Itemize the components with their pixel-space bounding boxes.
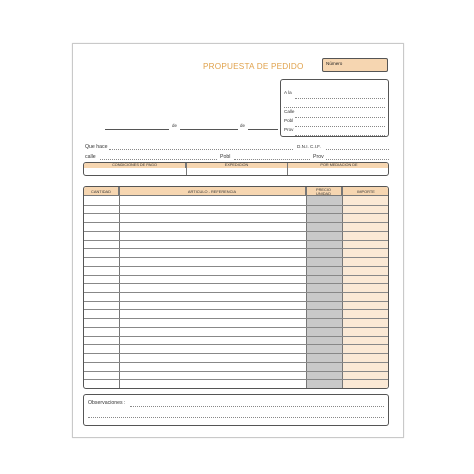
- conditions-box: [83, 162, 389, 176]
- pobl-label: Pobl: [220, 154, 231, 160]
- column-divider: [342, 187, 343, 388]
- table-row[interactable]: [84, 336, 388, 337]
- date-de-2: de: [240, 123, 245, 128]
- cantidad-header: CANTIDAD: [84, 187, 119, 196]
- table-row[interactable]: [84, 362, 388, 363]
- observaciones-box: [83, 394, 389, 426]
- column-divider: [306, 187, 307, 388]
- order-form-sheet: [72, 43, 404, 438]
- numero-field[interactable]: [322, 58, 388, 72]
- column-divider: [119, 187, 120, 388]
- date-place-line[interactable]: [105, 128, 169, 130]
- que-hace-line[interactable]: [109, 148, 293, 150]
- table-row[interactable]: [84, 283, 388, 284]
- recipient-blank-row[interactable]: [281, 99, 388, 109]
- table-row[interactable]: [84, 205, 388, 206]
- mediacion-header: POR MEDIACION DE: [288, 163, 389, 168]
- date-de-1: de: [172, 123, 177, 128]
- table-row[interactable]: [84, 231, 388, 232]
- dni-label: D.N.I. C.I.F.: [297, 144, 321, 149]
- recipient-calle-label: Calle: [284, 109, 295, 114]
- calle-label: calle: [85, 154, 96, 160]
- recipient-a-la-label: A la: [284, 90, 292, 95]
- table-row[interactable]: [84, 301, 388, 302]
- precio-header-line-1: PRECIO: [316, 186, 331, 192]
- articulo-header: ARTICULO - REFERENCIA: [119, 187, 306, 196]
- table-row[interactable]: [84, 275, 388, 276]
- recipient-pobl-label: Pobl: [284, 118, 294, 123]
- importe-header: IMPORTE: [342, 187, 389, 196]
- observaciones-label: Observaciones :: [88, 400, 126, 406]
- prov-label: Prov: [313, 154, 324, 160]
- table-row[interactable]: [84, 318, 388, 319]
- conditions-divider: [186, 163, 187, 175]
- numero-label: Número: [326, 61, 343, 66]
- date-year-line[interactable]: [248, 128, 278, 130]
- date-month-line[interactable]: [180, 128, 238, 130]
- dni-line[interactable]: [326, 148, 389, 150]
- table-row[interactable]: [84, 371, 388, 372]
- condiciones-header: CONDICIONES DE PAGO: [84, 163, 186, 168]
- table-row[interactable]: [84, 309, 388, 310]
- precio-header-line-2: UNIDAD: [316, 190, 331, 196]
- table-row[interactable]: [84, 248, 388, 249]
- prov-line[interactable]: [326, 158, 389, 160]
- table-row[interactable]: [84, 257, 388, 258]
- conditions-divider: [287, 163, 288, 175]
- table-row[interactable]: [84, 388, 388, 389]
- form-title: PROPUESTA DE PEDIDO: [203, 62, 304, 71]
- table-row[interactable]: [84, 327, 388, 328]
- table-row[interactable]: [84, 379, 388, 380]
- table-row[interactable]: [84, 240, 388, 241]
- table-row[interactable]: [84, 353, 388, 354]
- table-row[interactable]: [84, 222, 388, 223]
- table-row[interactable]: [84, 266, 388, 267]
- table-row[interactable]: [84, 344, 388, 345]
- recipient-prov-row[interactable]: [281, 127, 388, 137]
- calle-line[interactable]: [100, 158, 217, 160]
- pobl-line[interactable]: [234, 158, 310, 160]
- que-hace-label: Que hace: [85, 144, 108, 150]
- table-row[interactable]: [84, 292, 388, 293]
- expedicion-header: EXPEDICION: [186, 163, 288, 168]
- recipient-prov-label: Prov: [284, 127, 294, 132]
- items-table: [83, 186, 389, 389]
- observaciones-line-2[interactable]: [88, 416, 384, 418]
- table-row[interactable]: [84, 213, 388, 214]
- precio-header: [306, 187, 342, 196]
- recipient-address-box: [280, 79, 389, 137]
- observaciones-line-1[interactable]: [130, 405, 384, 407]
